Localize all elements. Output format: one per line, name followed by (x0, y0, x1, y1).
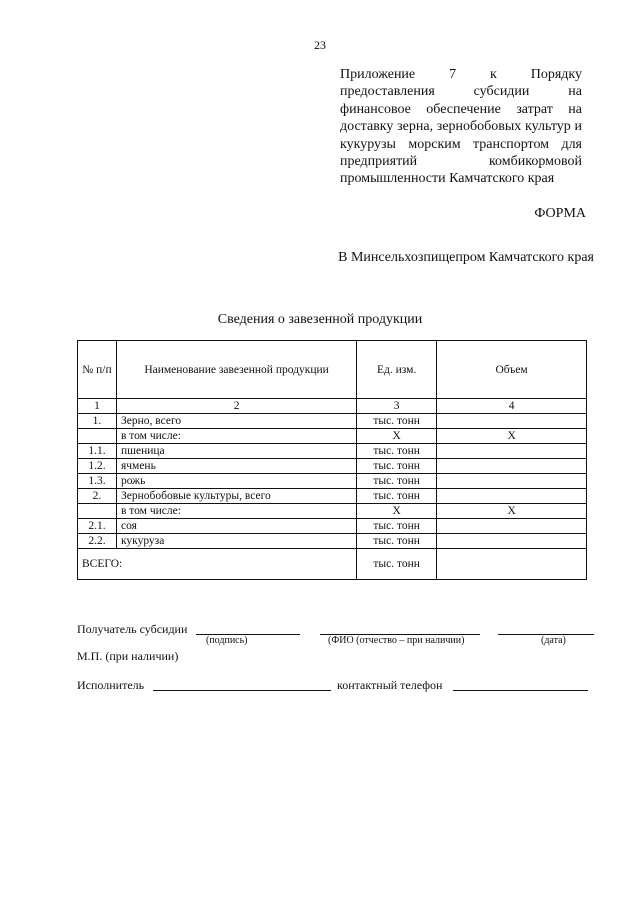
phone-label: контактный телефон (337, 678, 443, 692)
row-volume: Х (437, 429, 587, 444)
row-volume: Х (437, 504, 587, 519)
row-name: в том числе: (116, 504, 356, 519)
table-row (78, 489, 587, 504)
column-number: 3 (357, 399, 437, 414)
table-row (78, 504, 587, 519)
row-number (78, 429, 117, 444)
name-caption: (ФИО (отчество – при наличии) (328, 635, 465, 646)
total-row (78, 549, 587, 580)
row-unit: тыс. тонн (357, 519, 437, 534)
table-row (78, 534, 587, 549)
row-name: кукуруза (116, 534, 356, 549)
form-label: ФОРМА (534, 206, 586, 221)
row-name: соя (116, 519, 356, 534)
column-number: 2 (116, 399, 356, 414)
table-row (78, 414, 587, 429)
recipient-label: Получатель субсидии (77, 622, 188, 636)
row-unit: тыс. тонн (357, 489, 437, 504)
executor-label: Исполнитель (77, 678, 145, 692)
table-row (78, 444, 587, 459)
products-table (77, 340, 587, 580)
row-number: 2.2. (78, 534, 117, 549)
row-unit: тыс. тонн (357, 444, 437, 459)
row-unit: тыс. тонн (357, 459, 437, 474)
table-row (78, 429, 587, 444)
header-unit: Ед. изм. (357, 341, 437, 399)
row-unit: тыс. тонн (357, 414, 437, 429)
row-number: 1. (78, 414, 117, 429)
row-name: Зерно, всего (116, 414, 356, 429)
total-unit: тыс. тонн (357, 549, 437, 580)
row-number: 2.1. (78, 519, 117, 534)
total-label: ВСЕГО: (78, 549, 357, 580)
row-name: ячмень (116, 459, 356, 474)
row-unit: Х (357, 429, 437, 444)
header-product-name: Наименование завезенной продукции (116, 341, 356, 399)
column-number: 1 (78, 399, 117, 414)
header-number: № п/п (78, 341, 117, 399)
total-volume[interactable] (437, 549, 587, 580)
row-number: 1.3. (78, 474, 117, 489)
row-name: пшеница (116, 444, 356, 459)
table-title: Сведения о завезенной продукции (217, 312, 423, 327)
row-volume[interactable] (437, 489, 587, 504)
column-number: 4 (437, 399, 587, 414)
row-number: 1.1. (78, 444, 117, 459)
row-name: в том числе: (116, 429, 356, 444)
row-name: Зернобобовые культуры, всего (116, 489, 356, 504)
row-volume[interactable] (437, 519, 587, 534)
row-volume[interactable] (437, 474, 587, 489)
executor-line[interactable] (153, 690, 331, 691)
table-row (78, 519, 587, 534)
row-number: 1.2. (78, 459, 117, 474)
stamp-label: М.П. (при наличии) (77, 649, 179, 663)
date-caption: (дата) (541, 635, 566, 646)
column-number-row (78, 399, 587, 414)
row-unit: тыс. тонн (357, 474, 437, 489)
page-number: 23 (314, 38, 326, 52)
signature-caption: (подпись) (206, 635, 248, 646)
row-volume[interactable] (437, 414, 587, 429)
row-unit: Х (357, 504, 437, 519)
table-header-row (78, 341, 587, 399)
addressee: В Минсельхозпищепром Камчатского края (338, 250, 594, 265)
phone-line[interactable] (453, 690, 588, 691)
appendix-reference: Приложение 7 к Порядку предоставления субсидии на финансовое обеспечение затрат на доставку зерна, зернобобовых культур и кукурузы морским транспортом для предприятий комбикормовой промышленности Камчатского края (340, 67, 582, 187)
row-unit: тыс. тонн (357, 534, 437, 549)
row-volume[interactable] (437, 534, 587, 549)
row-number: 2. (78, 489, 117, 504)
row-number (78, 504, 117, 519)
row-volume[interactable] (437, 459, 587, 474)
row-volume[interactable] (437, 444, 587, 459)
table-row (78, 459, 587, 474)
row-name: рожь (116, 474, 356, 489)
header-volume: Объем (437, 341, 587, 399)
table-row (78, 474, 587, 489)
